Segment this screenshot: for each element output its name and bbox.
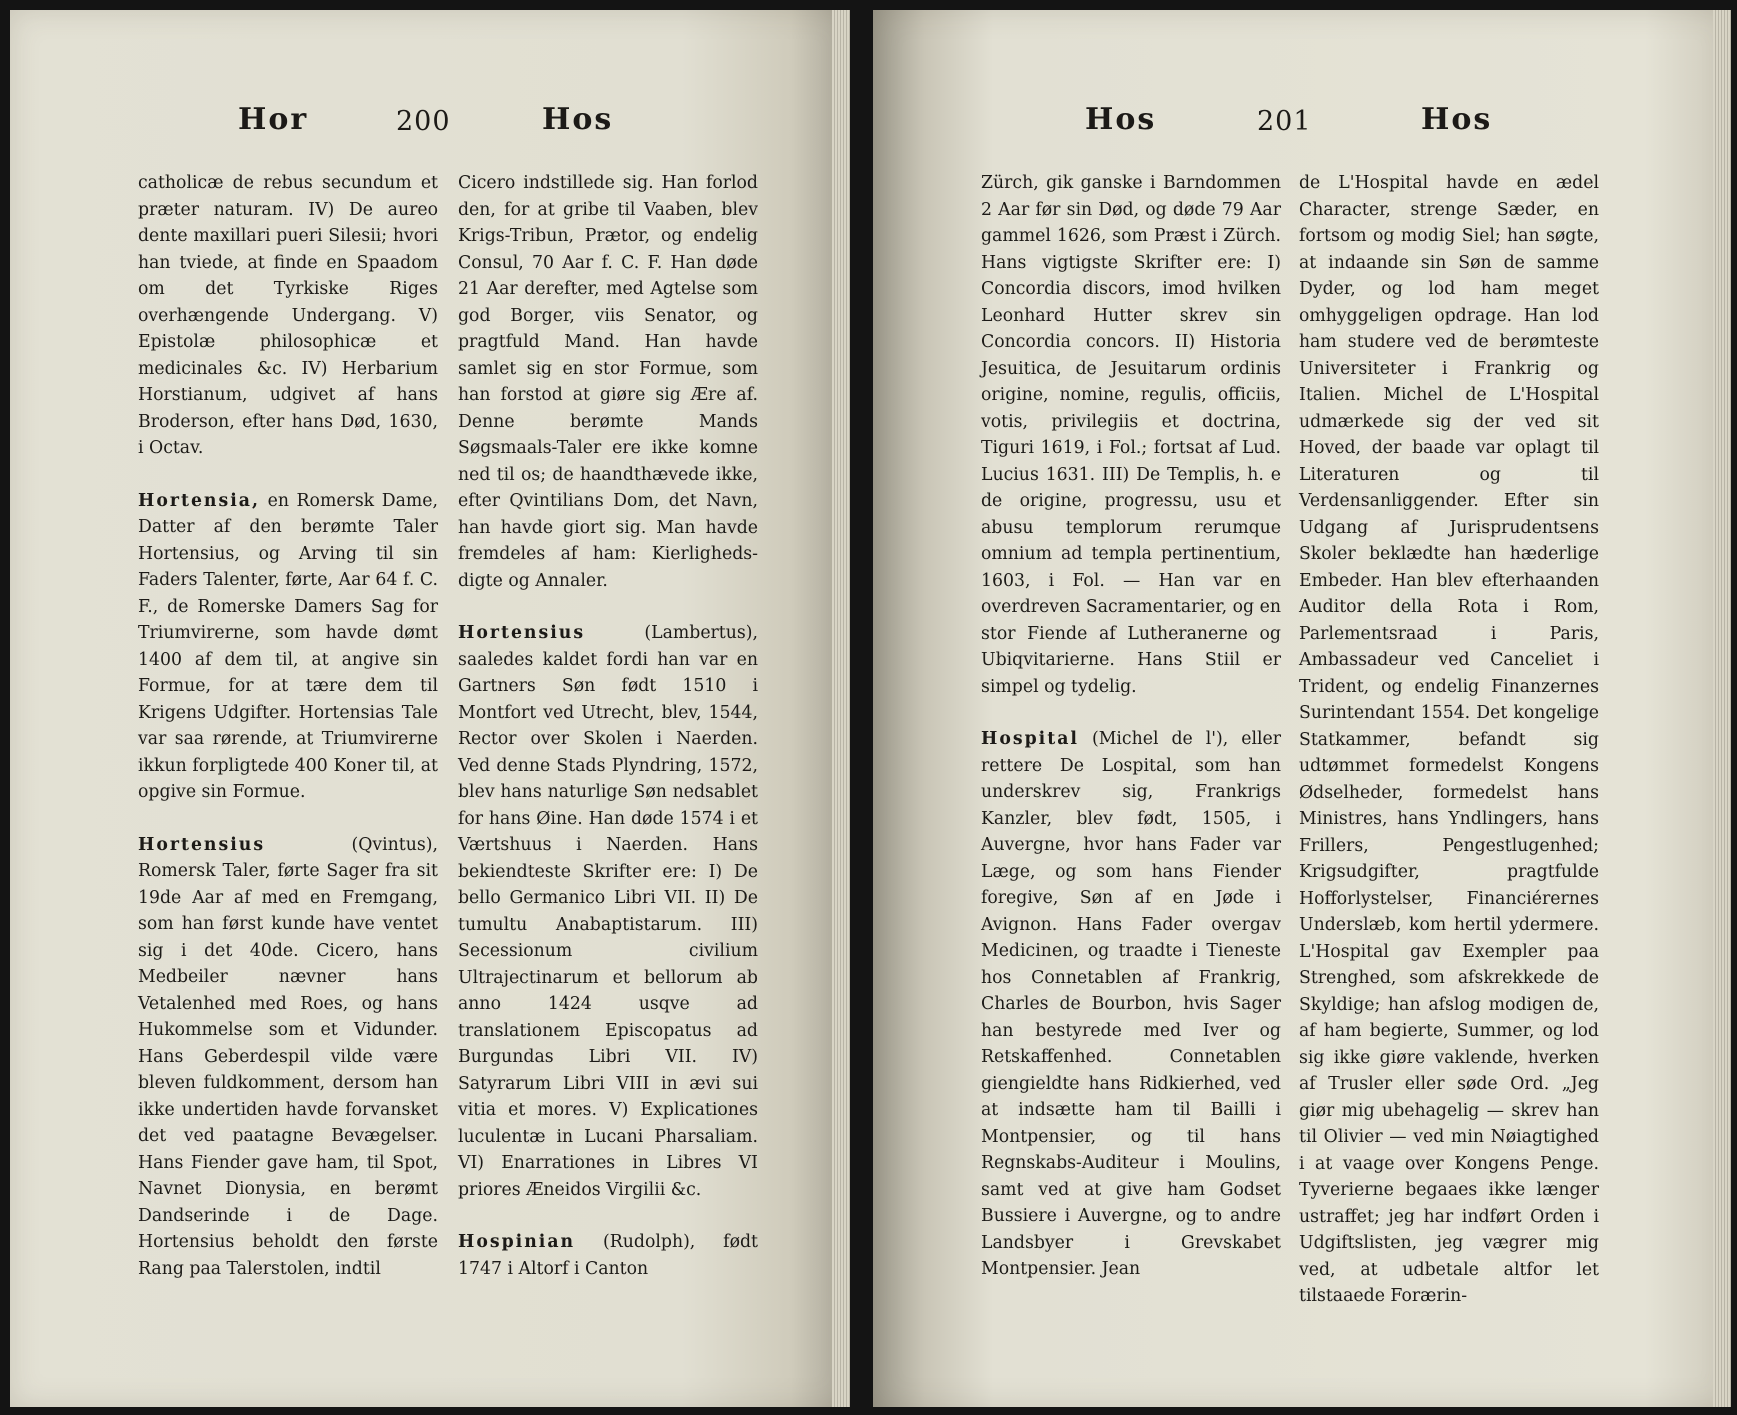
- running-head-right-word: Hos: [1421, 102, 1493, 137]
- entry-text: (Qvintus), Romersk Taler, førte Sager fra sit 19de Aar af med en Fremgang, som han først kunde have ventet sig i det 40de. Cicero, hans Medbeiler nævner hans Vetalenhed med Roes, og hans Hukommelse som et Vidunder. Hans Geberdespil vilde være bleven fuldkomment, dersom han ikke undertiden havde forvansket det ved paatagne Bevægelser. Hans Fiender gave ham, til Spot, Navnet Dionysia, en berømt Dandserinde i de Dage. Hortensius beholdt den første Rang paa Talerstolen, indtil: [138, 834, 438, 1279]
- running-head-left-word: Hor: [238, 102, 309, 137]
- entry-hortensia: [138, 488, 438, 806]
- entry-text: de L'Hospital havde en ædel Character, strenge Sæder, en fortsom og modig Siel; han søgte, at indaande sin Søn de samme Dyder, og lod ham meget omhyggeligen opdrage. Han lod ham studere ved de berømteste Universiteter i Frankrig og Italien. Michel de L'Hospital udmærkede sig der ved sit Hoved, der baade var oplagt til Literaturen og til Verdensanliggender. Efter sin Udgang af Jurisprudentsens Skoler beklædte han hæderlige Embeder. Han blev efterhaanden Auditor della Rota i Rom, Parlementsraad i Paris, Ambassadeur ved Canceliet i Trident, og endelig Finanzernes Surintendant 1554. Det kongelige Statkammer, befandt sig udtømmet formedelst Kongens Ødselheder, formedelst hans Ministres, hans Yndlingers, hans Frillers, Pengestlugenhed; Krigsudgifter, pragtfulde Hofforlystelser, Financiérernes Underslæb, kom hertil ydermere. L'Hospital gav Exempler paa Strenghed, som afskrekkede de Skyldige; han afslog modigen de, af ham begierte, Summer, og lod sig ikke giøre vaklende, hverken af Trusler eller søde Ord. „Jeg giør mig ubehagelig — skrev han til Olivier — ved min Nøiagtighed i at vaage over Kongens Penge. Tyverierne begaaes ikke længer ustraffet; jeg har indført Orden i Udgiftslisten, jeg vægrer mig ved, at udbetale altfor let tilstaaede Forærin-: [1299, 173, 1599, 1306]
- entry-hortensius-lambertus: [458, 620, 758, 1203]
- entry-hospital: [981, 726, 1281, 1283]
- entry-continuation: [138, 170, 438, 462]
- running-head: [873, 102, 1731, 152]
- entry-headword: Hortensius: [138, 834, 266, 855]
- left-page-column-2: [458, 170, 758, 1282]
- entry-text: (Michel de l'), eller rettere De Lospital, som han underskrev sig, Frankrigs Kanzler, blev født, 1505, i Auvergne, hvor hans Fader var Læge, og som hans Fiender foregive, Søn af en Jøde i Avignon. Hans Fader overgav Medicinen, og traadte i Tieneste hos Connetablen af Frankrig, Charles de Bourbon, hvis Sager han bestyrede med Iver og Retskaffenhed. Connetablen giengieldte hans Ridkierhed, ved at indsætte ham til Bailli i Montpensier, og til hans Regnskabs-Auditeur i Moulins, samt ved at give ham Godset Bussiere i Auvergne, og to andre Landsbyer i Grevskabet Montpensier. Jean: [981, 729, 1281, 1279]
- running-head-right-word: Hos: [542, 102, 614, 137]
- entry-text: catholicæ de rebus secundum et præter naturam. IV) De aureo dente maxillari pueri Silesii; hvori han tviede, at finde en Spaadom om det Tyrkiske Riges overhængende Undergang. V) Epistolæ philosophicæ et medicinales &c. IV) Herbarium Horstianum, udgivet af hans Broderson, efter hans Død, 1630, i Octav.: [138, 173, 438, 458]
- entry-hospinian: [458, 1229, 758, 1282]
- right-page: [873, 10, 1731, 1407]
- running-head-left-word: Hos: [1085, 102, 1157, 137]
- entry-continuation: [981, 170, 1281, 700]
- entry-hortensius-qvintus: [138, 832, 438, 1283]
- page-edge: [1713, 10, 1731, 1407]
- right-page-column-1: [981, 170, 1281, 1283]
- page-number: 201: [1257, 106, 1312, 137]
- entry-continuation: [458, 170, 758, 594]
- entry-headword: Hospinian: [458, 1232, 576, 1252]
- page-edge: [832, 10, 850, 1407]
- entry-text: Cicero indstillede sig. Han forlod den, for at gribe til Vaaben, blev Krigs-Tribun, Prætor, og endelig Consul, 70 Aar f. C. F. Han døde 21 Aar derefter, med Agtelse som god Borger, viis Senator, og pragtfuld Mand. Han havde samlet sig en stor Formue, som han forstod at giøre sig Ære af. Denne berømte Mands Søgsmaals-Taler ere ikke komne ned til os; de haandthævede ikke, efter Qvintilians Dom, det Navn, han havde giort sig. Man havde fremdeles af ham: Kierligheds-digte og Annaler.: [458, 173, 758, 591]
- entry-headword: Hortensius: [458, 623, 586, 643]
- running-head: [10, 102, 850, 152]
- entry-text: (Rudolph), født 1747 i Altorf i Canton: [458, 1232, 758, 1279]
- right-page-column-2: [1299, 170, 1599, 1310]
- entry-continuation: [1299, 170, 1599, 1310]
- entry-headword: Hospital: [981, 729, 1079, 749]
- entry-text: Zürch, gik ganske i Barndommen 2 Aar før sin Død, og døde 79 Aar gammel 1626, som Præst i Zürch. Hans vigtigste Skrifter ere: I) Concordia discors, imod hvilken Leonhard Hutter skrev sin Concordia concors. II) Historia Jesuitica, de Jesuitarum ordinis origine, nomine, regulis, officiis, votis, privilegiis et doctrina, Tiguri 1619, i Fol.; fortsat af Lud. Lucius 1631. III) De Templis, h. e de origine, progressu, usu et abusu templorum rerumque omnium ad templa pertinentium, 1603, i Fol. — Han var en overdreven Sacramentarier, og en stor Fiende af Lutheranerne og Ubiqvitarierne. Hans Stiil er simpel og tydelig.: [981, 173, 1281, 697]
- entry-headword: Hortensia,: [138, 490, 261, 511]
- left-page: [10, 10, 850, 1407]
- page-number: 200: [396, 106, 451, 137]
- left-page-column-1: [138, 170, 438, 1282]
- entry-text: (Lambertus), saaledes kaldet fordi han var en Gartners Søn født 1510 i Montfort ved Utrecht, blev, 1544, Rector over Skolen i Naerden. Ved denne Stads Plyndring, 1572, blev hans naturlige Søn nedsablet for hans Øine. Han døde 1574 i et Værtshuus i Naerden. Hans bekiendteste Skrifter ere: I) De bello Germanico Libri VII. II) De tumultu Anabaptistarum. III) Secessionum civilium Ultrajectinarum et bellorum ab anno 1424 usqve ad translationem Episcopatus ad Burgundas Libri VII. IV) Satyrarum Libri VIII in ævi sui vitia et mores. V) Explicationes luculentæ in Lucani Pharsaliam. VI) Enarrationes in Libres VI priores Æneidos Virgilii &c.: [458, 623, 758, 1200]
- entry-text: en Romersk Dame, Datter af den berømte Taler Hortensius, og Arving til sin Faders Talenter, førte, Aar 64 f. C. F., de Romerske Damers Sag for Triumvirerne, som havde dømt 1400 af dem til, at angive sin Formue, for at tære dem til Krigens Udgifter. Hortensias Tale var saa rørende, at Triumvirerne ikkun forpligtede 400 Koner til, at opgive sin Formue.: [138, 490, 438, 802]
